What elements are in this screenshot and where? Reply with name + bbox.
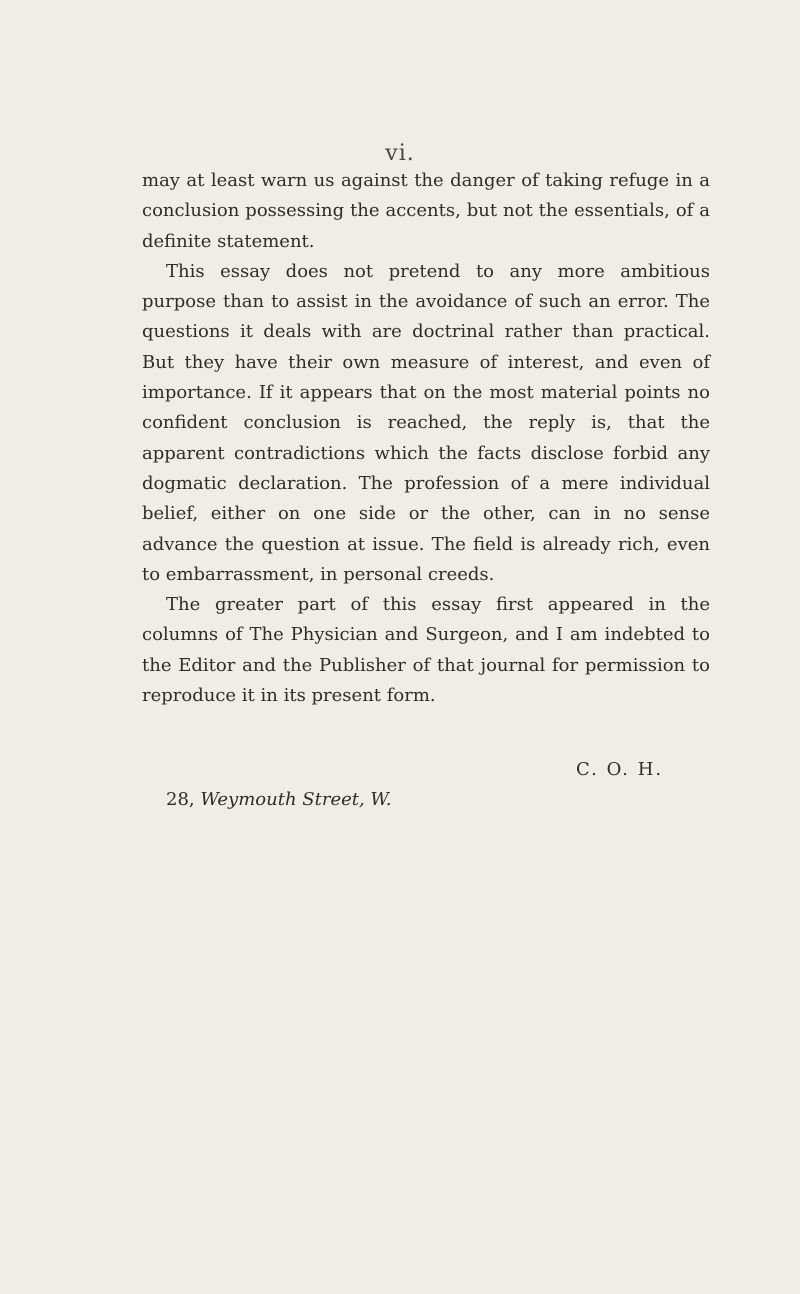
paragraph-continuation: may at least warn us against the danger of taking refuge in a conclusion possessing the accents, but not the essentials, of a definite statement.	[142, 170, 710, 252]
paragraph-essay-purpose: This essay does not pretend to any more ambitious purpose than to assist in the avoidance of such an error. The questions it deals with are doctrinal rather than practical. But they have their own measure of interest, and even of importance. If it appears that on the most material points no confident conclusion is reached, the reply is, that the apparent contradictions which the facts disclose forbid any dogmatic declaration. The profession of a mere individual belief, either on one side or the other, can in no sense advance the question at issue. The field is already rich, even to embarrassment, in personal creeds.	[142, 260, 710, 585]
page-number: vi.	[385, 141, 415, 166]
address-number: 28,	[166, 789, 195, 810]
preface-body	[142, 166, 710, 711]
author-address	[166, 789, 392, 810]
paragraph-acknowledgement: The greater part of this essay first appeared in the columns of The Physician and Surgeon, and I am indebted to the Editor and the Publisher of that journal for permission to reproduce it in its present form.	[142, 594, 710, 707]
address-street: Weymouth Street, W.	[200, 789, 392, 810]
author-initials: C. O. H.	[576, 759, 664, 780]
